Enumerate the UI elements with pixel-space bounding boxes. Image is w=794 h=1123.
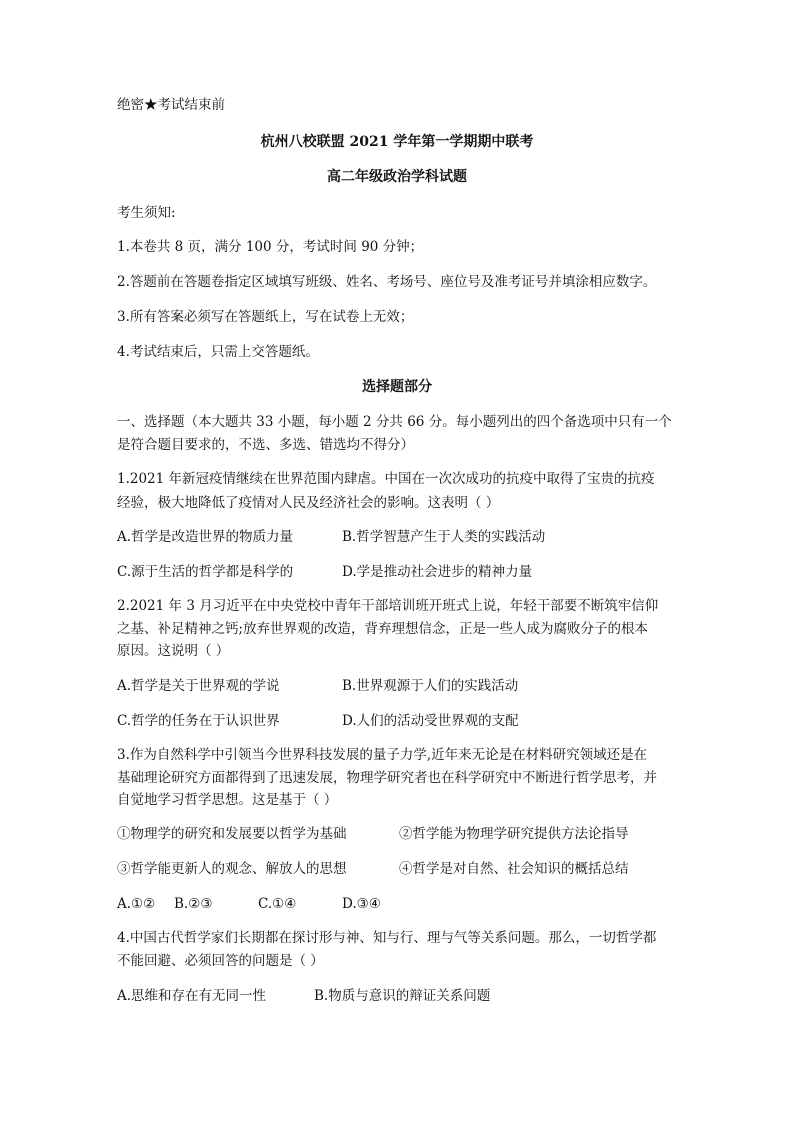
option-a: A.思维和存在有无同一性: [117, 988, 267, 1004]
exam-subtitle: 高二年级政治学科试题: [327, 169, 467, 185]
statement-3: ③哲学能更新人的观念、解放人的思想: [117, 861, 347, 877]
question-1-text: 1.2021 年新冠疫情继续在世界范围内肆虐。中国在一次次成功的抗疫中取得了宝贵的抗疫: [117, 471, 655, 487]
exam-title: 杭州八校联盟 2021 学年第一学期期中联考: [260, 134, 534, 150]
notice-item: 4.考试结束后，只需上交答题纸。: [117, 344, 319, 360]
question-2-text: 原因。这说明（ ）: [117, 643, 230, 659]
question-4-text: 4.中国古代哲学家们长期都在探讨形与神、知与行、理与气等关系问题。那么，一切哲学都: [117, 930, 657, 946]
section-intro-line: 一、选择题（本大题共 33 小题，每小题 2 分共 66 分。每小题列出的四个备选项中只有一个: [117, 414, 672, 430]
question-1-options-row: [117, 528, 545, 546]
notice-item: 3.所有答案必须写在答题纸上，写在试卷上无效；: [117, 309, 414, 325]
question-4-options-row: [117, 987, 490, 1005]
option-c: C.源于生活的哲学都是科学的: [117, 564, 294, 580]
question-1-options-row: [117, 563, 532, 581]
option-b: B.物质与意识的辩证关系问题: [314, 988, 491, 1004]
statement-1: ①物理学的研究和发展要以哲学为基础: [117, 826, 347, 842]
option-a: A.哲学是改造世界的物质力量: [117, 529, 294, 545]
option-d: D.③④: [342, 896, 381, 912]
notice-heading: 考生须知:: [117, 205, 176, 221]
notice-item: 1.本卷共 8 页，满分 100 分，考试时间 90 分钟；: [117, 239, 424, 255]
option-c: C.哲学的任务在于认识世界: [117, 713, 280, 729]
question-3-statements-row: [117, 860, 629, 878]
section-title: 选择题部分: [362, 379, 432, 395]
question-1-text: 经验，极大地降低了疫情对人民及经济社会的影响。这表明（ ）: [117, 495, 500, 511]
option-b: B.②③: [174, 896, 213, 912]
option-d: D.人们的活动受世界观的支配: [342, 713, 519, 729]
question-3-options-row: [117, 895, 381, 913]
option-c: C.①④: [258, 896, 297, 912]
option-a: A.哲学是关于世界观的学说: [117, 678, 280, 694]
notice-item: 2.答题前在答题卷指定区域填写班级、姓名、考场号、座位号及准考证号并填涂相应数字。: [117, 274, 657, 290]
question-2-text: 之基、补足精神之钙;放弃世界观的改造，背弃理想信念，正是一些人成为腐败分子的根本: [117, 621, 649, 637]
option-b: B.哲学智慧产生于人类的实践活动: [342, 529, 546, 545]
question-3-text: 3.作为自然科学中引领当今世界科技发展的量子力学,近年来无论是在材料研究领域还是在: [117, 747, 648, 763]
option-b: B.世界观源于人们的实践活动: [342, 678, 519, 694]
statement-4: ④哲学是对自然、社会知识的概括总结: [399, 861, 629, 877]
option-a: A.①②: [117, 896, 156, 912]
question-3-text: 基础理论研究方面都得到了迅速发展，物理学研究者也在科学研究中不断进行哲学思考，并: [117, 770, 657, 786]
question-4-text: 不能回避、必须回答的问题是（ ）: [117, 953, 324, 969]
question-3-text: 自觉地学习哲学思想。这是基于（ ）: [117, 792, 338, 808]
section-intro-line: 是符合题目要求的，不选、多选、错选均不得分）: [117, 437, 414, 453]
question-2-options-row: [117, 712, 519, 730]
question-2-text: 2.2021 年 3 月习近平在中央党校中青年干部培训班开班式上说，年轻干部要不断筑牢信仰: [117, 598, 659, 614]
confidential-label: 绝密★考试结束前: [117, 97, 225, 113]
question-3-statements-row: [117, 825, 629, 843]
question-2-options-row: [117, 677, 518, 695]
option-d: D.学是推动社会进步的精神力量: [342, 564, 533, 580]
statement-2: ②哲学能为物理学研究提供方法论指导: [399, 826, 629, 842]
